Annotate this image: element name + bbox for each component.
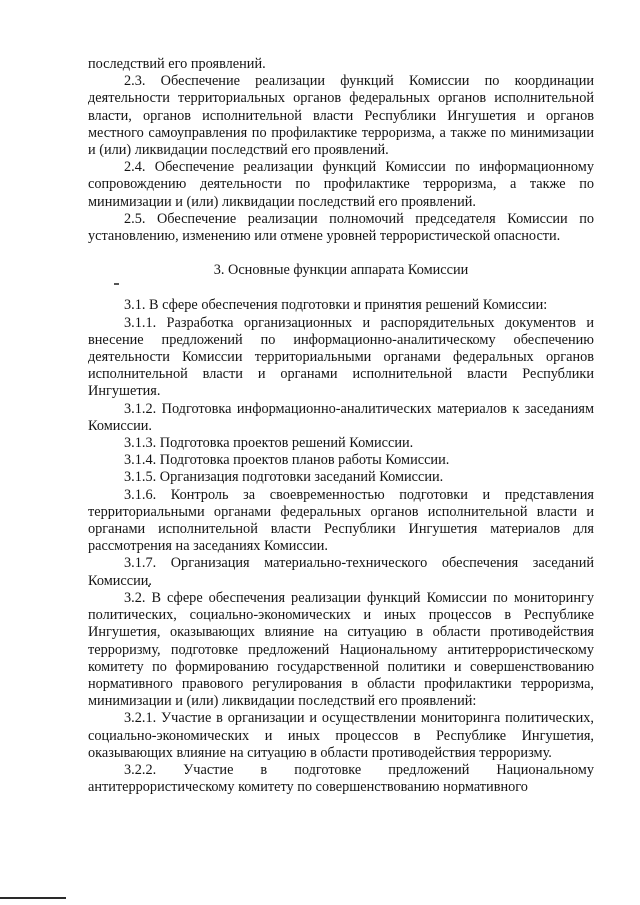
paragraph-3-1: 3.1. В сфере обеспечения подготовки и принятия решений Комиссии: bbox=[124, 297, 548, 314]
paragraph-3-2-2: 3.2.2. Участие в подготовке предложений Национальному антитеррористическому комитету по совершенствованию нормативного bbox=[88, 761, 594, 796]
paragraph-3-1-3: 3.1.3. Подготовка проектов решений Комиссии. bbox=[124, 435, 414, 452]
paragraph-2-5: 2.5. Обеспечение реализации полномочий председателя Комиссии по установлению, изменению или отмене уровней террористической опасности. bbox=[88, 210, 594, 245]
paragraph-3-2: 3.2. В сфере обеспечения реализации функций Комиссии по мониторингу политических, социально-экономических и иных процессов в Республике Ингушетия, оказывающих влияние на ситуацию в области противодействия терроризму, подготовке предложений Национальному антитеррористическому комитету по формированию государственной политики и совершенствованию нормативного правового регулирования в области профилактики терроризма, минимизации и (или) ликвидации последствий его проявлений: bbox=[88, 589, 594, 710]
paragraph-2-4: 2.4. Обеспечение реализации функций Комиссии по информационному сопровождению деятельности по профилактике терроризма, а также по минимизации и (или) ликвидации последствий его проявлений. bbox=[88, 159, 594, 210]
paragraph-3-1-2: 3.1.2. Подготовка информационно-аналитических материалов к заседаниям Комиссии. bbox=[88, 400, 594, 434]
paragraph-continuation: последствий его проявлений. bbox=[88, 56, 266, 72]
scan-edge-line bbox=[0, 897, 66, 899]
paragraph-3-1-1: 3.1.1. Разработка организационных и распорядительных документов и внесение предложений по информационно-аналитическому обеспечению деятельности Комиссии территориальными органами федеральных органов исполнительной власти и органами исполнительной власти Республики Ингушетия. bbox=[88, 314, 594, 400]
paragraph-2-3: 2.3. Обеспечение реализации функций Комиссии по координации деятельности территориальных органов федеральных органов исполнительной власти, органов исполнительной власти Республики Ингушетия и органов местного самоуправления по профилактике терроризма, а также по минимизации и (или) ликвидации последствий его проявлений. bbox=[88, 73, 594, 159]
paragraph-3-1-7: 3.1.7. Организация материально-технического обеспечения заседаний Комиссии. bbox=[88, 555, 594, 589]
paragraph-3-1-5: 3.1.5. Организация подготовки заседаний Комиссии. bbox=[124, 469, 444, 486]
paragraph-3-1-6: 3.1.6. Контроль за своевременностью подготовки и представления территориальными органами федеральных органов исполнительной власти и органами исполнительной власти Республики Ингушетия материалов для рассмотрения на заседаниях Комиссии. bbox=[88, 486, 594, 555]
section-3-heading: 3. Основные функции аппарата Комиссии bbox=[213, 262, 469, 279]
document-page bbox=[88, 56, 594, 796]
paragraph-3-2-1: 3.2.1. Участие в организации и осуществлении мониторинга политических, социально-экономических и иных процессов в Республике Ингушетия, оказывающих влияние на ситуацию в области противодействия терроризму. bbox=[88, 710, 594, 761]
paragraph-3-1-4: 3.1.4. Подготовка проектов планов работы Комиссии. bbox=[124, 452, 450, 469]
